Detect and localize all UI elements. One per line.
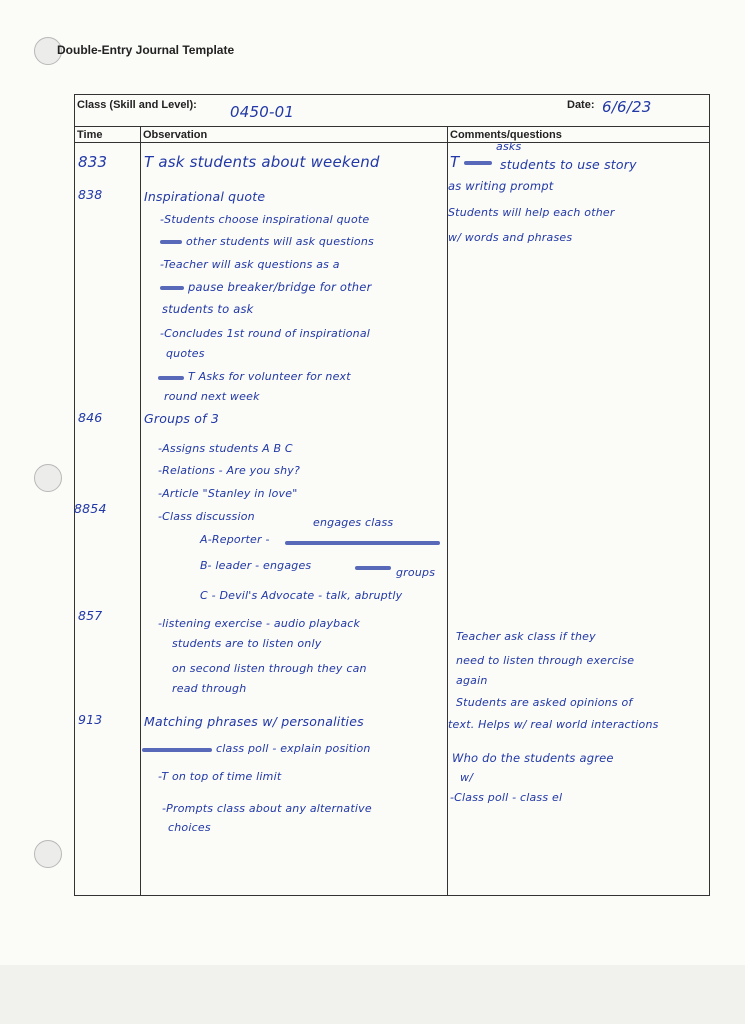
observation-line: choices xyxy=(168,821,211,834)
crossed-out-word xyxy=(158,376,184,380)
comments-column-header: Comments/questions xyxy=(450,129,562,141)
time-entry: 846 xyxy=(78,410,103,425)
crossed-out-text xyxy=(285,541,440,545)
time-entry: 857 xyxy=(78,608,103,623)
observation-annotation: engages class xyxy=(313,516,394,529)
comment-line: w/ words and phrases xyxy=(448,231,573,244)
comment-line: again xyxy=(456,674,488,687)
observation-line: pause breaker/bridge for other xyxy=(188,280,372,294)
observation-line: -T on top of time limit xyxy=(158,770,282,783)
observation-line: -Concludes 1st round of inspirational xyxy=(160,327,371,340)
comment-line: Students are asked opinions of xyxy=(456,696,633,709)
observation-column-header: Observation xyxy=(143,129,208,141)
observation-line: -Assigns students A B C xyxy=(158,442,293,455)
comment-line: Who do the students agree xyxy=(452,751,614,765)
observation-line: A-Reporter - xyxy=(200,533,270,546)
observation-line: students are to listen only xyxy=(172,637,322,650)
class-value: 0450-01 xyxy=(230,103,295,121)
crossed-out-word xyxy=(355,566,391,570)
observation-line: B- leader - engages xyxy=(200,559,312,572)
comment-line: w/ xyxy=(460,771,474,784)
binder-hole-bottom xyxy=(34,840,62,868)
crossed-out-word xyxy=(160,286,184,290)
observation-line: -Class discussion xyxy=(158,510,255,523)
observation-line: -Relations - Are you shy? xyxy=(158,464,301,477)
comment-line: text. Helps w/ real world interactions xyxy=(448,718,659,731)
observation-line: class poll - explain position xyxy=(216,742,371,755)
class-label: Class (Skill and Level): xyxy=(77,99,197,111)
observation-line: Inspirational quote xyxy=(144,189,266,204)
observation-line: -Students choose inspirational quote xyxy=(160,213,370,226)
observation-line: T Asks for volunteer for next xyxy=(188,370,351,383)
observation-line: on second listen through they can xyxy=(172,662,367,675)
document-title: Double-Entry Journal Template xyxy=(57,43,235,57)
observation-line: quotes xyxy=(166,347,205,360)
observation-line: students to ask xyxy=(162,302,254,316)
observation-line: Groups of 3 xyxy=(144,411,219,426)
comment-line: students to use story xyxy=(500,157,637,172)
crossed-out-word xyxy=(160,240,182,244)
comment-line: Teacher ask class if they xyxy=(456,630,596,643)
observation-line: Matching phrases w/ personalities xyxy=(144,714,364,729)
time-entry: 833 xyxy=(78,153,108,171)
observation-line: T ask students about weekend xyxy=(144,153,380,171)
time-entry: 838 xyxy=(78,187,103,202)
observation-line: read through xyxy=(172,682,247,695)
header-divider xyxy=(75,126,709,127)
comment-line: need to listen through exercise xyxy=(456,654,635,667)
crossed-out-text xyxy=(142,748,212,752)
observation-line: -Prompts class about any alternative xyxy=(162,802,372,815)
time-column-divider xyxy=(140,127,141,895)
crossed-out-word xyxy=(464,161,492,165)
observation-line: groups xyxy=(396,566,436,579)
observation-line: C - Devil's Advocate - talk, abruptly xyxy=(200,589,403,602)
comment-line: Students will help each other xyxy=(448,206,615,219)
date-label: Date: xyxy=(567,99,595,111)
comment-line: -Class poll - class el xyxy=(450,791,563,804)
scan-bottom-margin xyxy=(0,965,745,1024)
observation-line: -listening exercise - audio playback xyxy=(158,617,361,630)
observation-line: round next week xyxy=(164,390,260,403)
observation-line: other students will ask questions xyxy=(186,235,374,248)
binder-hole-middle xyxy=(34,464,62,492)
comment-annotation: asks xyxy=(496,140,522,153)
time-entry: 913 xyxy=(78,712,103,727)
time-entry: 8854 xyxy=(74,501,107,516)
time-column-header: Time xyxy=(77,129,103,141)
observation-line: -Teacher will ask questions as a xyxy=(160,258,340,271)
comment-line: T xyxy=(450,153,460,171)
comment-line: as writing prompt xyxy=(448,179,554,193)
observation-line: -Article "Stanley in love" xyxy=(158,487,298,500)
date-value: 6/6/23 xyxy=(602,98,652,116)
column-header-divider xyxy=(75,142,709,143)
